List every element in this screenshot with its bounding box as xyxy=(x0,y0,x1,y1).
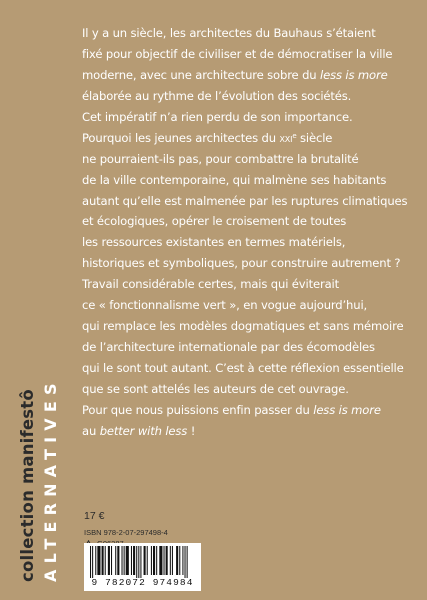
blurb-fragment: e xyxy=(292,131,297,140)
blurb-line: ne pourraient-ils pas, pour combattre la brutalité xyxy=(82,151,359,166)
barcode-bar xyxy=(115,546,116,575)
barcode-bar xyxy=(108,546,110,575)
blurb-text xyxy=(82,23,408,442)
blurb-line: autant qu’elle est malmenée par les ruptures climatiques xyxy=(82,193,408,208)
barcode-bar xyxy=(159,546,162,575)
barcode-bar xyxy=(170,546,171,575)
blurb-fragment: less is more xyxy=(320,67,388,82)
blurb-line: historiques et symboliques, pour construire autrement ? xyxy=(82,256,401,271)
blurb-line: et écologiques, opérer le croisement de toutes xyxy=(82,214,347,229)
blurb-line xyxy=(82,421,408,442)
blurb-line: les ressources existantes en termes matériels, xyxy=(82,235,346,250)
blurb-fragment: siècle xyxy=(296,130,333,145)
blurb-fragment: Pour que nous puissions enfin passer du xyxy=(82,402,314,417)
isbn: ISBN 978-2-07-297498-4 xyxy=(84,528,168,537)
blurb-fragment: au xyxy=(82,423,100,438)
blurb-line: ce « fonctionnalisme vert », en vogue aujourd’hui, xyxy=(82,298,368,313)
blurb-line: de l’architecture internationale par des écomodèles xyxy=(82,340,375,355)
barcode-bar xyxy=(182,546,183,575)
barcode-bar xyxy=(95,546,96,575)
barcode-bar xyxy=(185,546,186,578)
barcode xyxy=(84,543,201,591)
barcode-bar xyxy=(92,546,93,578)
barcode-bar xyxy=(117,546,119,575)
barcode-bar xyxy=(131,546,132,575)
blurb-line: Cet impératif n’a rien perdu de son importance. xyxy=(82,109,353,124)
barcode-bar xyxy=(126,546,129,575)
blurb-line: qui le sont tout autant. C’est à cette réflexion essentielle xyxy=(82,361,404,375)
barcode-bar xyxy=(153,546,155,575)
collection-name: collection manifestô xyxy=(18,389,37,582)
century-numeral: xxi xyxy=(279,130,293,145)
blurb-line: fixé pour objectif de civiliser et de démocratiser la ville xyxy=(82,46,393,61)
barcode-bar xyxy=(187,546,188,578)
barcode-bar xyxy=(111,546,112,575)
blurb-line xyxy=(82,65,408,86)
barcode-bar xyxy=(144,546,146,575)
barcode-bar xyxy=(133,546,135,575)
blurb-line: Il y a un siècle, les architectes du Bauhaus s’étaient xyxy=(82,26,376,40)
barcode-bar xyxy=(176,546,178,575)
barcode-bar xyxy=(97,546,100,575)
barcode-number: 9 782072 974984 xyxy=(91,577,194,588)
spine-title xyxy=(18,152,66,582)
barcode-bar xyxy=(140,546,141,578)
blurb-fragment: less is more xyxy=(313,402,381,417)
barcode-bar xyxy=(166,546,168,575)
barcode-bar xyxy=(172,546,173,575)
barcode-bar xyxy=(90,546,91,578)
barcode-bar xyxy=(147,546,148,575)
blurb-line xyxy=(82,128,408,149)
blurb-line: élaborée au rythme de l’évolution des sociétés. xyxy=(82,88,352,103)
price: 17 € xyxy=(84,510,105,522)
blurb-line: de la ville contemporaine, qui malmène ses habitants xyxy=(82,172,387,187)
barcode-bar xyxy=(102,546,104,575)
barcode-bar xyxy=(179,546,180,575)
blurb-line: qui remplace les modèles dogmatiques et sans mémoire xyxy=(82,319,404,334)
barcode-bar xyxy=(105,546,106,575)
barcode-bar xyxy=(164,546,165,575)
blurb-fragment: moderne, avec une architecture sobre du xyxy=(82,67,321,82)
barcode-bar xyxy=(136,546,137,578)
blurb-line xyxy=(82,400,408,421)
blurb-fragment: better with less xyxy=(99,423,188,438)
barcode-bars xyxy=(90,546,195,578)
blurb-fragment: ! xyxy=(187,423,196,438)
blurb-fragment: Pourquoi les jeunes architectes du xyxy=(82,130,280,145)
barcode-bar xyxy=(156,546,157,575)
barcode-bar xyxy=(151,546,152,575)
barcode-bar xyxy=(138,546,139,578)
barcode-bar xyxy=(122,546,123,575)
blurb-line: Travail considérable certes, mais qui éviterait xyxy=(82,277,339,292)
barcode-bar xyxy=(124,546,125,575)
series-name: ALTERNATIVES xyxy=(41,377,60,582)
blurb-line: que se sont attelés les auteurs de cet ouvrage. xyxy=(82,381,349,396)
